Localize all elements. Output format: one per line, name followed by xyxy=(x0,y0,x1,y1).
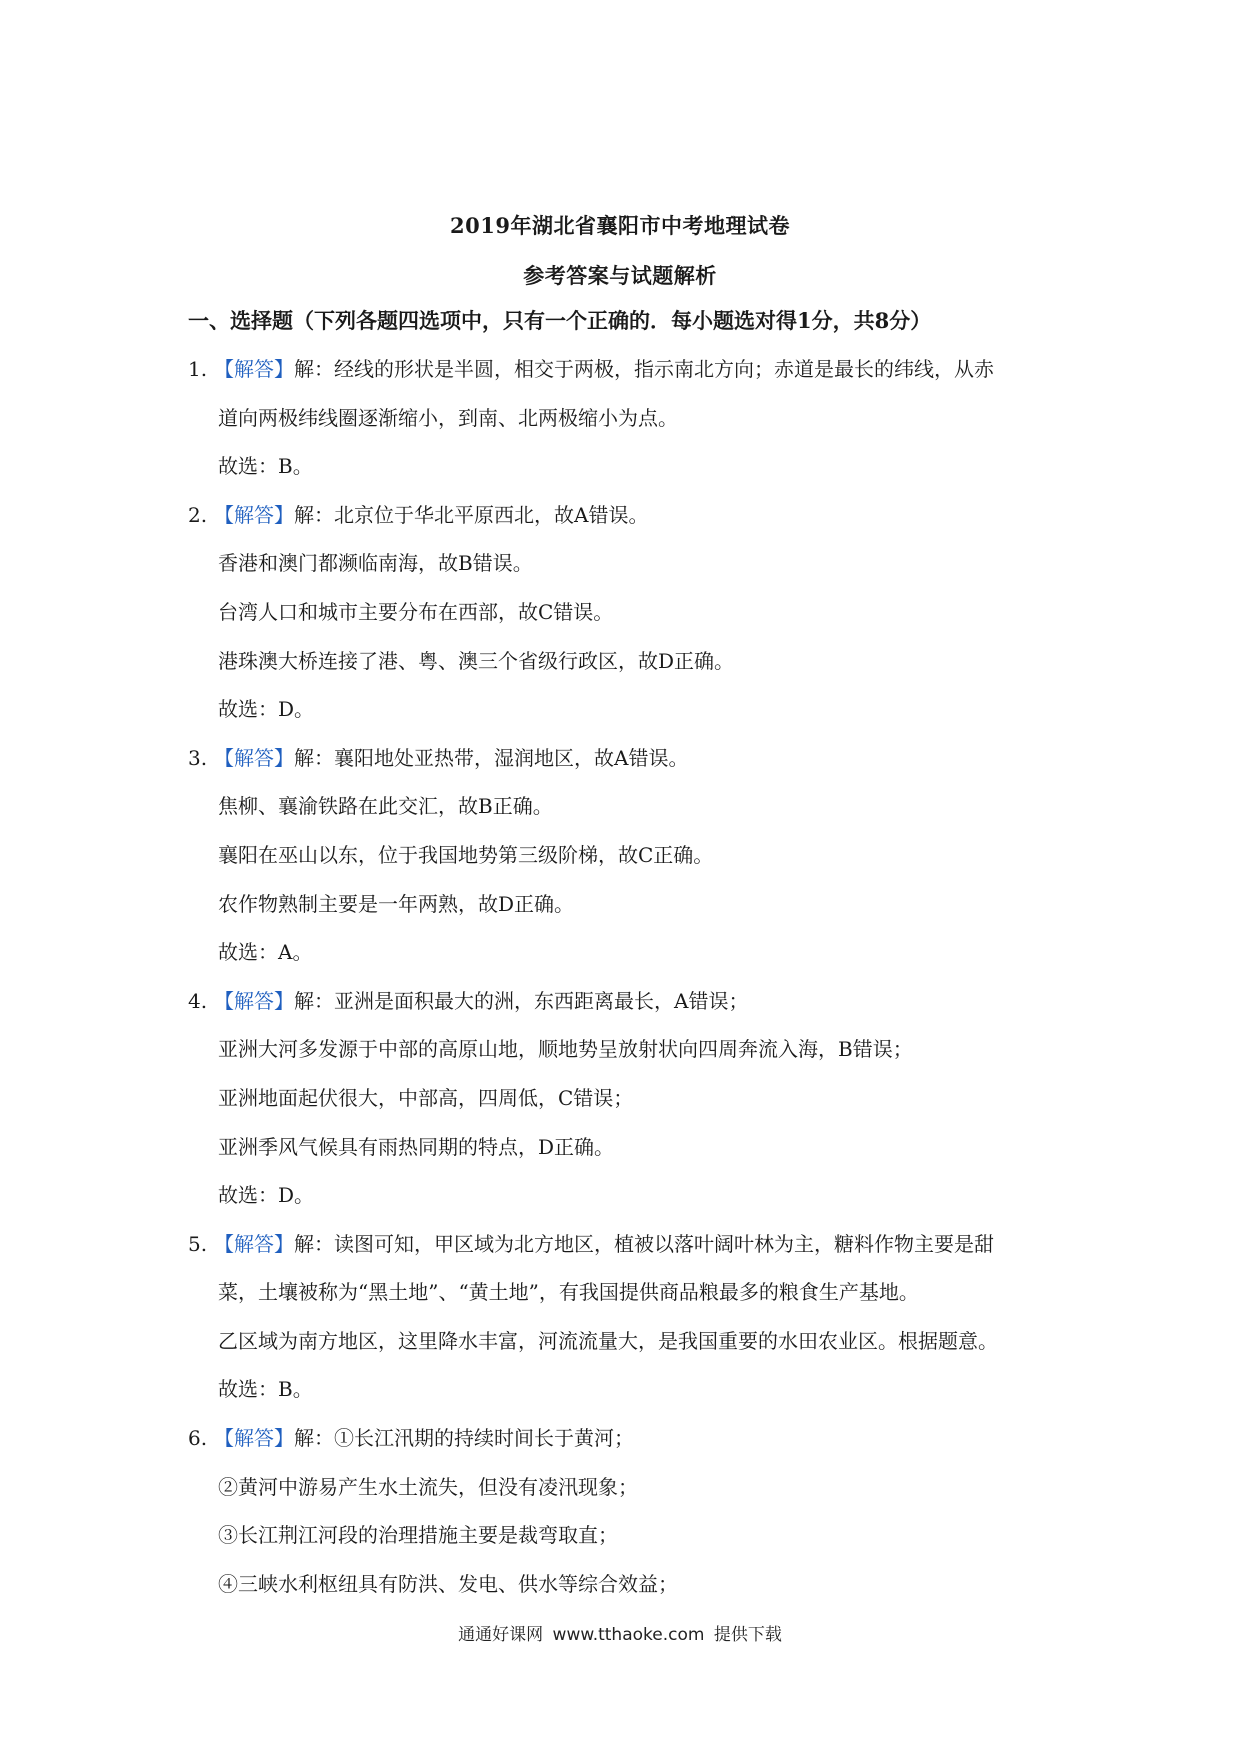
answer-text: 解：读图可知，甲区域为北方地区，植被以落叶阔叶林为主，糖料作物主要是甜 xyxy=(294,1231,994,1256)
answer-choice: 故选：D。 xyxy=(218,697,315,722)
question-line xyxy=(188,491,1068,540)
answer-tag: 【解答】 xyxy=(214,357,294,381)
answer-tag: 【解答】 xyxy=(214,502,294,527)
answer-text: 亚洲季风气候具有雨热同期的特点，D正确。 xyxy=(218,1134,615,1159)
answer-text: ④三峡水利枢纽具有防洪、发电、供水等综合效益； xyxy=(218,1571,678,1596)
question-number: 2. xyxy=(188,502,208,527)
question-3 xyxy=(188,734,1068,977)
answer-text: 焦柳、襄渝铁路在此交汇，故B正确。 xyxy=(218,794,553,819)
document-subtitle: 参考答案与试题解析 xyxy=(523,263,717,288)
question-5 xyxy=(188,1220,1068,1414)
question-line xyxy=(188,977,1068,1026)
answer-text: 乙区域为南方地区，这里降水丰富，河流流量大，是我国重要的水田农业区。根据题意。 xyxy=(218,1328,998,1353)
answer-text: ③长江荆江河段的治理措施主要是裁弯取直； xyxy=(218,1523,618,1548)
section-heading: 一、选择题（下列各题四选项中，只有一个正确的．每小题选对得1分，共8分） xyxy=(188,308,932,333)
answer-tag: 【解答】 xyxy=(214,745,294,770)
answer-list xyxy=(188,345,1068,1608)
answer-text: 农作物熟制主要是一年两熟，故D正确。 xyxy=(218,891,575,916)
question-number: 6. xyxy=(188,1426,208,1451)
question-number: 3. xyxy=(188,745,208,770)
answer-text: 解：襄阳地处亚热带，湿润地区，故A错误。 xyxy=(294,745,689,770)
question-line xyxy=(188,1220,1068,1269)
answer-text: 亚洲大河多发源于中部的高原山地，顺地势呈放射状向四周奔流入海，B错误； xyxy=(218,1037,913,1062)
answer-text: 港珠澳大桥连接了港、粤、澳三个省级行政区，故D正确。 xyxy=(218,648,735,673)
question-number: 5. xyxy=(188,1231,208,1256)
answer-choice: 故选：B。 xyxy=(218,1377,313,1402)
question-2 xyxy=(188,491,1068,734)
answer-choice: 故选：B。 xyxy=(218,454,313,479)
answer-text: 解：①长江汛期的持续时间长于黄河； xyxy=(294,1426,634,1451)
question-4 xyxy=(188,977,1068,1220)
answer-choice: 故选：D。 xyxy=(218,1183,315,1208)
answer-text: 解：经线的形状是半圆，相交于两极，指示南北方向；赤道是最长的纬线，从赤 xyxy=(294,357,994,381)
question-6 xyxy=(188,1414,1068,1608)
answer-text: 香港和澳门都濒临南海，故B错误。 xyxy=(218,551,533,576)
answer-text: 解：北京位于华北平原西北，故A错误。 xyxy=(294,502,649,527)
answer-tag: 【解答】 xyxy=(214,1231,294,1256)
page-footer: 通通好课网 www.tthaoke.com 提供下载 xyxy=(458,1625,782,1645)
answer-text: ②黄河中游易产生水土流失，但没有凌汛现象； xyxy=(218,1474,638,1499)
answer-text: 台湾人口和城市主要分布在西部，故C错误。 xyxy=(218,599,614,624)
question-line xyxy=(188,1414,1068,1463)
answer-text: 解：亚洲是面积最大的洲，东西距离最长，A错误； xyxy=(294,988,749,1013)
answer-tag: 【解答】 xyxy=(214,988,294,1013)
question-line xyxy=(188,345,1068,394)
answer-text: 襄阳在巫山以东，位于我国地势第三级阶梯，故C正确。 xyxy=(218,842,714,867)
answer-tag: 【解答】 xyxy=(214,1426,294,1451)
answer-text: 亚洲地面起伏很大，中部高，四周低，C错误； xyxy=(218,1085,634,1110)
answer-choice: 故选：A。 xyxy=(218,940,313,965)
question-line xyxy=(188,734,1068,783)
answer-text: 道向两极纬线圈逐渐缩小，到南、北两极缩小为点。 xyxy=(218,405,678,430)
answer-text: 菜，土壤被称为“黑土地”、“黄土地”，有我国提供商品粮最多的粮食生产基地。 xyxy=(218,1280,919,1305)
question-number: 4. xyxy=(188,988,208,1013)
document-title: 2019年湖北省襄阳市中考地理试卷 xyxy=(450,213,790,238)
question-number: 1. xyxy=(188,357,208,381)
question-1 xyxy=(188,345,1068,491)
